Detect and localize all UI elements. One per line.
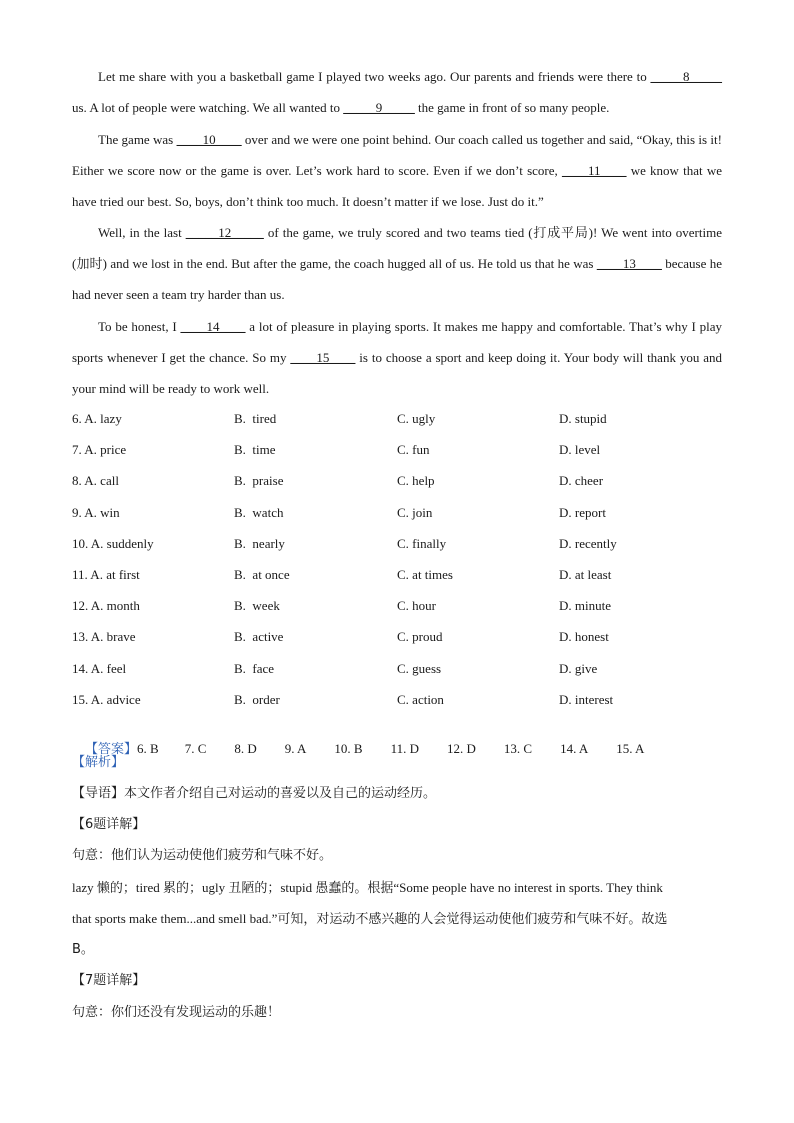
answer-item: 7. C [184,741,207,756]
option-b: B. active [234,629,284,645]
option-c: C. action [397,691,444,707]
option-b: B. praise [234,473,284,489]
option-c: C. help [397,473,435,489]
option-d: D. stupid [559,411,607,426]
option-b: B. order [234,691,280,707]
answer-item: 9. A [284,741,307,756]
q6-explanation-line-2: that sports make them...and smell bad.”可知，对运动不感兴趣的人会觉得运动使他们疲劳和气味不好。故选 [72,911,668,926]
answer-item: 11. D [390,741,419,756]
passage-text: over and we were one point behind. Our coach called us together and said, “Okay, this is it! Either we score now or the game is over. Let’s work hard to score. Even if we don’t score, [72,132,722,179]
option-c: C. join [397,504,433,520]
option-row [72,411,722,431]
blank-field: ____14____ [180,319,246,334]
passage-text: us. A lot of people were watching. We all wanted to [72,100,344,116]
paragraph-text [72,311,722,405]
option-d: D. report [559,504,606,520]
q7-sentence-meaning: 句意：你们还没有发现运动的乐趣！ [72,1005,281,1020]
passage-text: is to choose a sport and keep doing it. Your body will thank you and your mind will be ready to work well. [72,350,722,397]
option-row [72,598,722,618]
option-d: D. interest [559,691,614,707]
option-c: C. finally [397,535,447,551]
blank-field: ____11____ [561,163,627,179]
option-a: 10. A. suddenly [72,535,154,551]
blank-field: ____13____ [596,256,662,272]
option-a: 14. A. feel [72,660,127,676]
answer-item: 8. D [234,741,257,756]
passage-text: because he had never seen a team try harder than us. [72,256,722,303]
option-d: D. level [559,442,601,458]
option-c: C. ugly [397,411,436,426]
passage-paragraph-2 [72,124,722,218]
option-row [72,536,722,556]
passage-paragraph-1 [72,61,722,123]
blank-field: _____12_____ [185,225,264,240]
option-a: 9. A. win [72,504,120,520]
answer-item: 14. A [560,741,589,756]
option-a: 8. A. call [72,473,119,489]
q6-sentence-meaning: 句意：他们认为运动使他们疲劳和气味不好。 [72,848,333,863]
paragraph-text [72,61,722,123]
option-d: D. recently [559,535,617,551]
option-row [72,661,722,681]
q6-header: 【6题详解】 [72,817,146,832]
intro-text: 本文作者介绍自己对运动的喜爱以及自己的运动经历。 [124,786,437,801]
answer-tag: 【答案】 [85,742,138,757]
passage-text: Let me share with you a basketball game I played two weeks ago. Our parents and friends were there to [98,69,651,84]
option-c: C. at times [397,567,453,582]
option-row [72,505,722,525]
intro-line [72,778,722,809]
option-d: D. honest [559,629,609,645]
paragraph-text [72,217,722,311]
blank-field: _____9_____ [343,100,415,116]
passage-text: we know that we have tried our best. So, boys, don’t think too much. It doesn’t matter if we lose. Just do it.” [72,163,722,210]
passage-text: a lot of pleasure in playing sports. It makes me happy and comfortable. That’s why I play sports whenever I get the chance. So my [72,319,722,366]
passage-text: Well, in the last [98,225,186,240]
option-d: D. minute [559,598,611,614]
passage-text: of the game, we truly scored and two teams tied (打成平局)! We went into overtime (加时) and we lost in the end. But after the game, the coach hugged all of us. He told us that he was [72,225,722,272]
option-row [72,442,722,462]
passage-text: The game was [98,132,177,147]
option-c: C. hour [397,598,436,614]
option-b: B. tired [234,411,277,426]
option-row [72,567,722,587]
answer-row [72,722,722,757]
option-b: B. time [234,442,276,458]
option-b: B. at once [234,567,290,582]
option-a: 7. A. price [72,442,127,458]
q6-explanation-line-3: B。 [72,942,94,957]
option-b: B. nearly [234,535,285,551]
passage-text: To be honest, I [98,319,181,334]
answer-item: 13. C [503,741,533,756]
option-c: C. proud [397,629,443,645]
option-b: B. week [234,598,280,614]
blank-field: ____15____ [290,350,356,366]
intro-tag: 【导语】 [72,786,125,801]
passage-text: the game in front of so many people. [414,100,610,116]
option-b: B. face [234,660,275,676]
option-d: D. give [559,660,598,676]
option-row [72,692,722,712]
option-a: 6. A. lazy [72,411,122,426]
option-c: C. guess [397,660,442,676]
option-a: 13. A. brave [72,629,136,645]
blank-field: ____10____ [176,132,242,147]
passage-paragraph-4 [72,311,722,405]
option-d: D. cheer [559,473,604,489]
answer-item: 12. D [447,741,476,756]
blank-field: _____8_____ [650,69,722,84]
option-b: B. watch [234,504,284,520]
option-c: C. fun [397,442,430,458]
analysis-tag: 【解析】 [72,755,125,770]
option-row [72,629,722,649]
q6-explanation-line-1: lazy 懒的；tired 累的；ugly 丑陋的；stupid 愚蠢的。根据“Some people have no interest in sports. They think [72,880,663,895]
analysis-header [72,747,722,778]
option-row [72,473,722,493]
option-d: D. at least [559,567,612,582]
answer-item: 15. A [616,741,645,756]
answer-item: 10. B [334,741,363,756]
option-a: 11. A. at first [72,567,140,582]
paragraph-text [72,124,722,218]
option-a: 12. A. month [72,598,140,614]
option-a: 15. A. advice [72,691,141,707]
answer-item: 6. B [137,741,159,756]
q7-header: 【7题详解】 [72,973,146,988]
passage-paragraph-3 [72,217,722,311]
